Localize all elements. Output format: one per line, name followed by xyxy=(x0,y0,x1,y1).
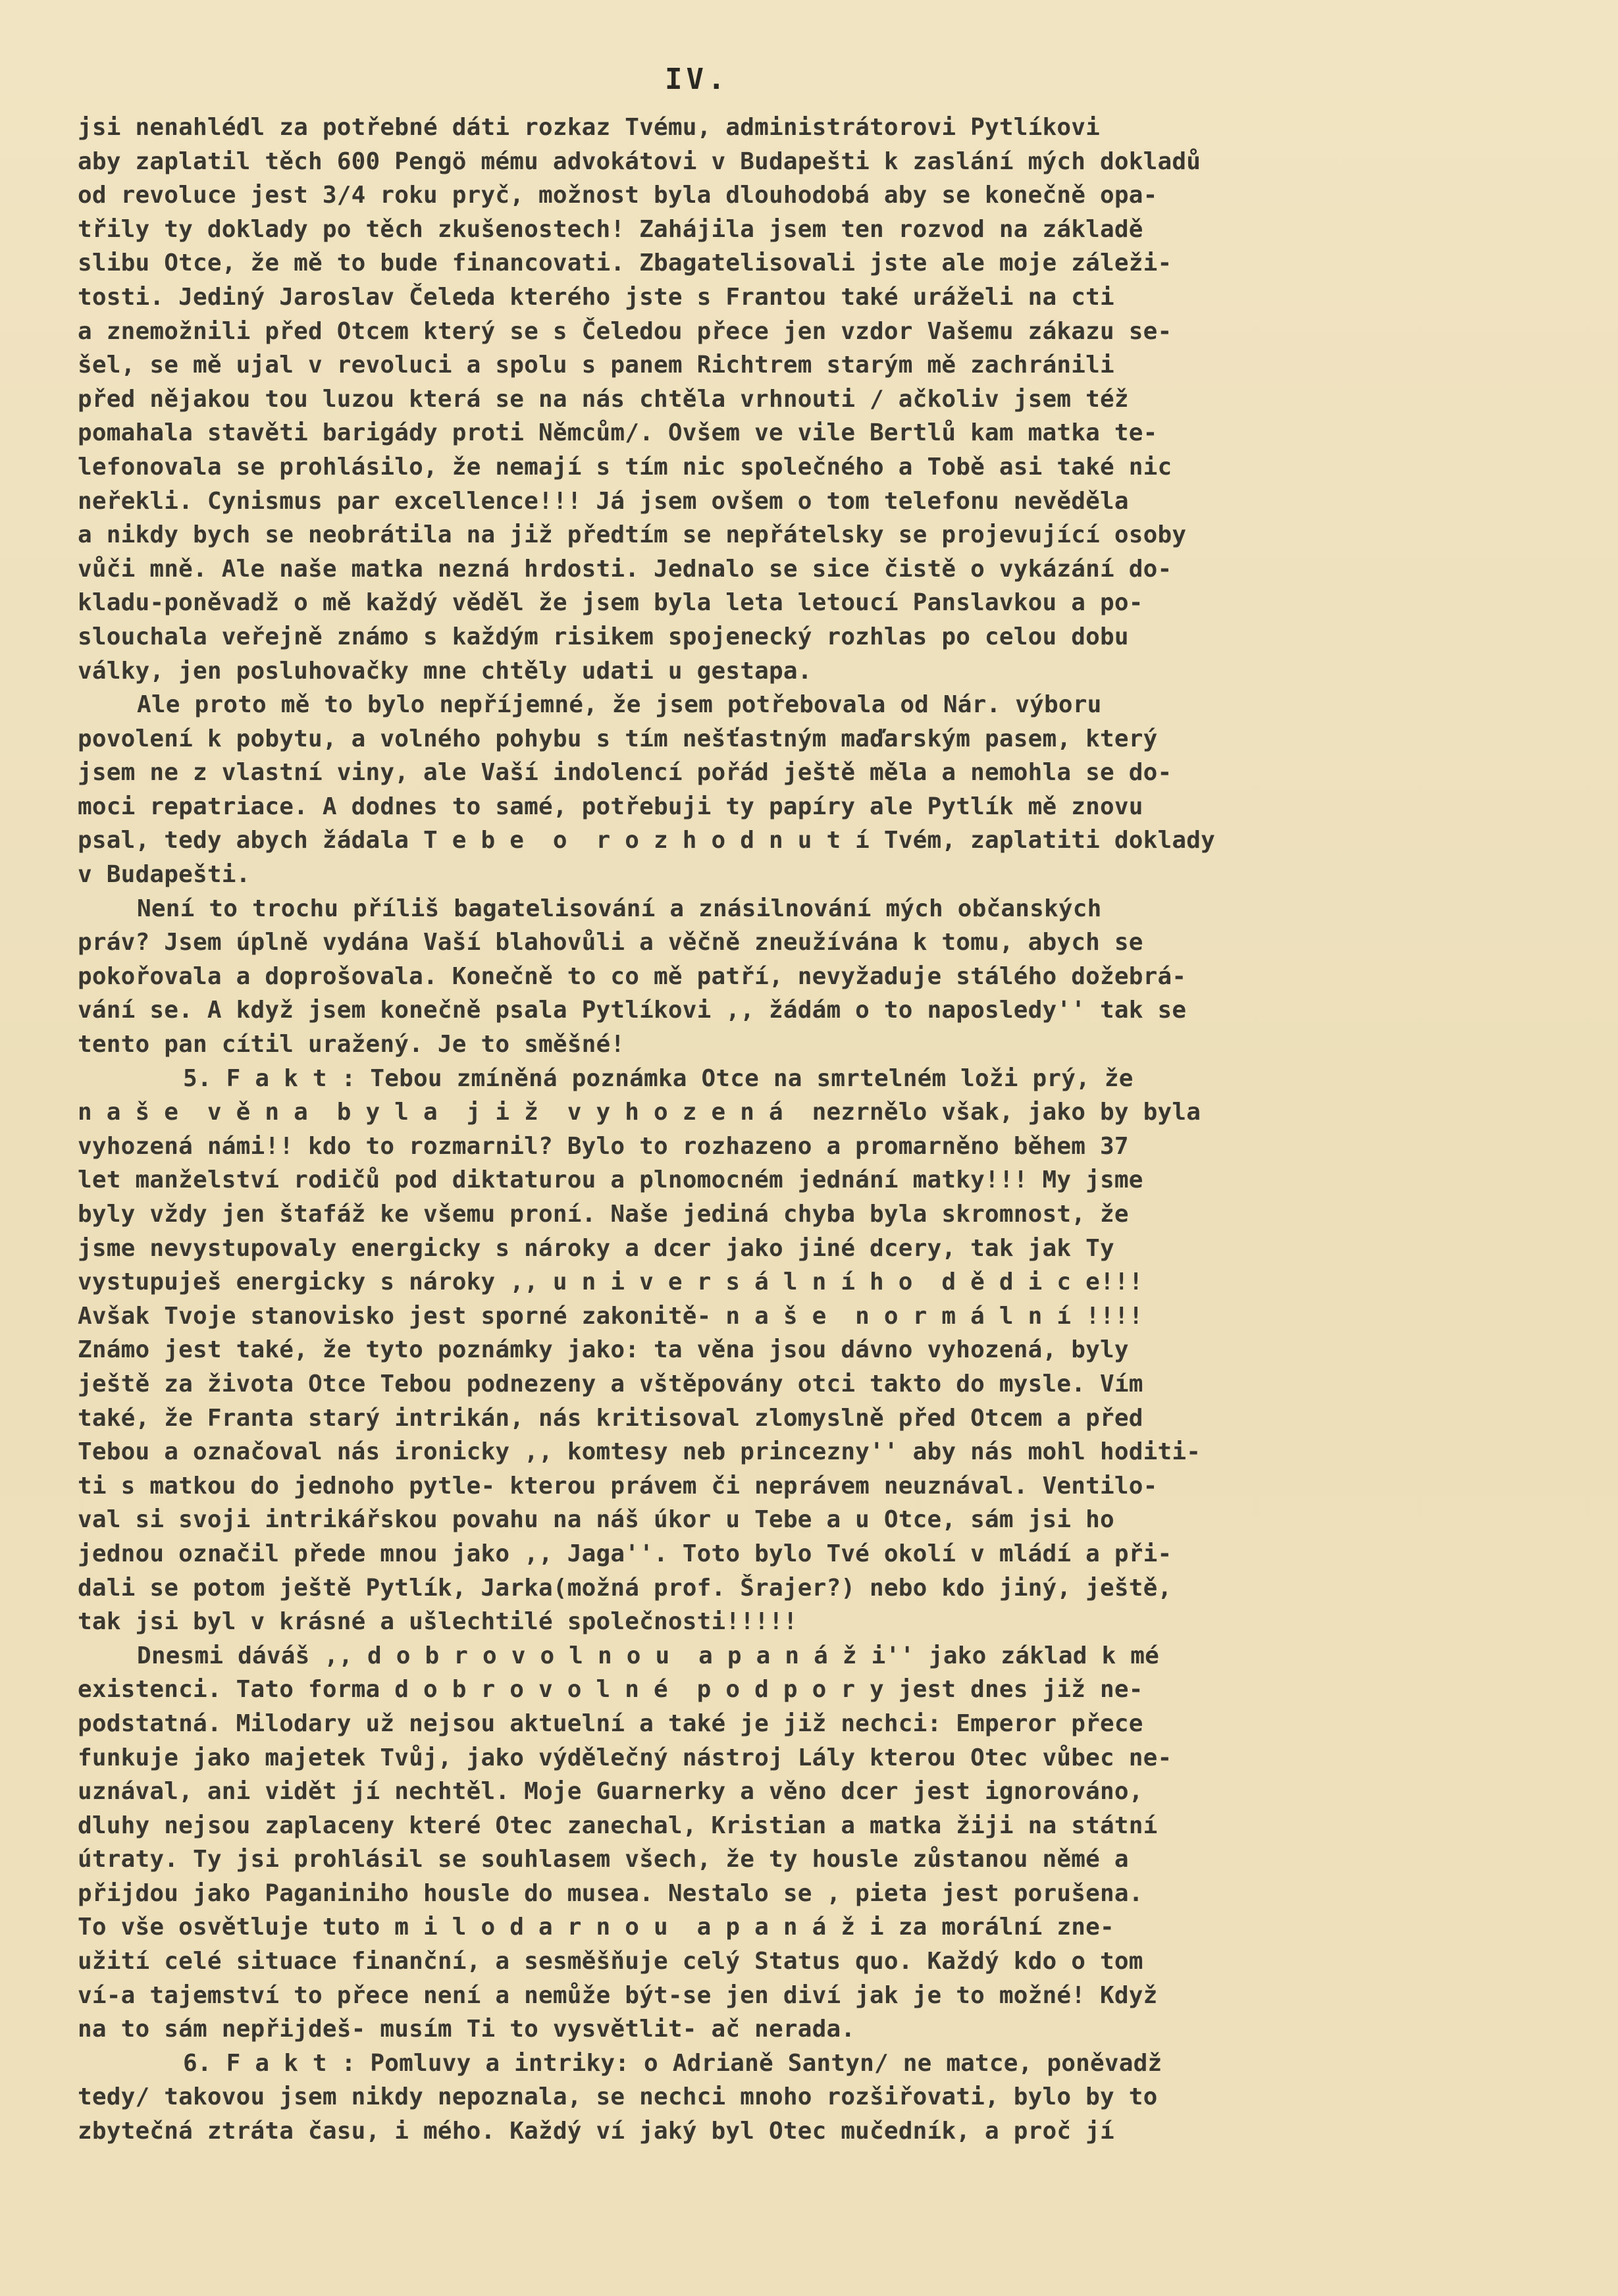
text-line: dali se potom ještě Pytlík, Jarka(možná prof. Šrajer?) nebo kdo jiný, ještě, xyxy=(78,1574,1172,1602)
text-line: podstatná. Milodary už nejsou aktuelní a také je již nechci: Emperor přece xyxy=(78,1709,1143,1737)
text-line: Avšak Tvoje stanovisko jest sporné zakonitě- n a š e n o r m á l n í !!!! xyxy=(78,1302,1143,1330)
text-line: funkuje jako majetek Tvůj, jako výdělečný nástroj Lály kterou Otec vůbec ne- xyxy=(78,1744,1172,1771)
text-line: povolení k pobytu, a volného pohybu s tím nešťastným maďarským pasem, který xyxy=(78,725,1158,752)
text-line: tak jsi byl v krásné a ušlechtilé společnosti!!!!! xyxy=(78,1608,798,1636)
text-line: také, že Franta starý intrikán, nás kritisoval zlomyslně před Otcem a před xyxy=(78,1404,1143,1432)
text-line: vání se. A když jsem konečně psala Pytlíkovi ,, žádám o to naposledy'' tak se xyxy=(78,997,1187,1024)
paragraph-start-line: 5. F a k t : Tebou zmíněná poznámka Otce na smrtelném loži prý, že xyxy=(183,1064,1134,1092)
text-line: To vše osvětluje tuto m i l o d a r n o u a p a n á ž i za morální zne- xyxy=(78,1914,1114,1941)
text-line: slouchala veřejně známo s každým risikem spojenecký rozhlas po celou dobu xyxy=(78,623,1129,650)
text-line: práv? Jsem úplně vydána Vaší blahovůli a věčně zneužívána k tomu, abych se xyxy=(78,929,1143,956)
text-line: neřekli. Cynismus par excellence!!! Já jsem ovšem o tom telefonu nevěděla xyxy=(78,487,1129,515)
text-line: v Budapešti. xyxy=(78,861,251,889)
text-line: aby zaplatil těch 600 Pengö mému advokátovi v Budapešti k zaslání mých dokladů xyxy=(78,147,1201,175)
text-line: a znemožnili před Otcem který se s Čeledou přece jen vzdor Vašemu zákazu se- xyxy=(78,317,1172,345)
text-line: tosti. Jediný Jaroslav Čeleda kterého jste s Frantou také uráželi na cti xyxy=(78,283,1114,311)
text-line: jsem ne z vlastní viny, ale Vaší indolencí pořád ještě měla a nemohla se do- xyxy=(78,759,1172,787)
text-line: n a š e v ě n a b y l a j i ž v y h o z e n á nezrnělo však, jako by byla xyxy=(78,1099,1201,1126)
page-number: IV. xyxy=(665,63,729,96)
text-line: tedy/ takovou jsem nikdy nepoznala, se nechci mnoho rozšiřovati, bylo by to xyxy=(78,2083,1158,2111)
text-line: války, jen posluhovačky mne chtěly udati u gestapa. xyxy=(78,657,812,685)
text-line: užití celé situace finanční, a sesměšňuje celý Status quo. Každý kdo o tom xyxy=(78,1948,1143,1975)
letter-body xyxy=(78,111,1552,2149)
text-line: uznával, ani vidět jí nechtěl. Moje Guarnerky a věno dcer jest ignorováno, xyxy=(78,1778,1143,1806)
text-line: vůči mně. Ale naše matka nezná hrdosti. Jednalo se sice čistě o vykázání do- xyxy=(78,555,1172,583)
text-line: dluhy nejsou zaplaceny které Otec zanechal, Kristian a matka žiji na státní xyxy=(78,1812,1158,1839)
text-line: zbytečná ztráta času, i mého. Každý ví jaký byl Otec mučedník, a proč jí xyxy=(78,2118,1114,2145)
text-line: a nikdy bych se neobrátila na již předtím se nepřátelsky se projevující osoby xyxy=(78,521,1187,549)
paragraph-start-line: Není to trochu příliš bagatelisování a znásilnování mých občanských xyxy=(137,895,1102,922)
text-line: útraty. Ty jsi prohlásil se souhlasem všech, že ty housle zůstanou němé a xyxy=(78,1846,1129,1873)
text-line: lefonovala se prohlásilo, že nemají s tím nic společného a Tobě asi také nic xyxy=(78,453,1172,481)
text-line: vystupuješ energicky s nároky ,, u n i v e r s á l n í h o d ě d i c e!!! xyxy=(78,1268,1143,1296)
text-line: Známo jest také, že tyto poznámky jako: ta věna jsou dávno vyhozená, byly xyxy=(78,1336,1129,1364)
text-line: před nějakou tou luzou která se na nás chtěla vrhnouti / ačkoliv jsem též xyxy=(78,385,1129,413)
text-line: Tebou a označoval nás ironicky ,, komtesy neb princezny'' aby nás mohl hoditi- xyxy=(78,1438,1201,1466)
text-line: ještě za života Otce Tebou podnezeny a vštěpovány otci takto do mysle. Vím xyxy=(78,1370,1143,1397)
text-line: ví-a tajemství to přece není a nemůže být-se jen diví jak je to možné! Když xyxy=(78,1981,1158,2009)
text-line: byly vždy jen štafáž ke všemu proní. Naše jediná chyba byla skromnost, že xyxy=(78,1201,1129,1228)
text-line: pokořovala a doprošovala. Konečně to co mě patří, nevyžaduje stálého dožebrá- xyxy=(78,962,1187,990)
text-line: šel, se mě ujal v revoluci a spolu s panem Richtrem starým mě zachránili xyxy=(78,352,1114,379)
paragraph-start-line: Ale proto mě to bylo nepříjemné, že jsem potřebovala od Nár. výboru xyxy=(137,691,1102,719)
text-line: od revoluce jest 3/4 roku pryč, možnost byla dlouhodobá aby se konečně opa- xyxy=(78,182,1158,209)
text-line: třily ty doklady po těch zkušenostech! Zahájila jsem ten rozvod na základě xyxy=(78,215,1143,243)
text-line: val si svoji intrikářskou povahu na náš úkor u Tebe a u Otce, sám jsi ho xyxy=(78,1506,1114,1534)
text-line: moci repatriace. A dodnes to samé, potřebuji ty papíry ale Pytlík mě znovu xyxy=(78,793,1143,820)
text-line: jsi nenahlédl za potřebné dáti rozkaz Tvému, administrátorovi Pytlíkovi xyxy=(78,114,1101,141)
paragraph-start-line: Dnesmi dáváš ,, d o b r o v o l n o u a p a n á ž i'' jako základ k mé xyxy=(137,1642,1160,1669)
paragraph-start-line: 6. F a k t : Pomluvy a intriky: o Adrianě Santyn/ ne matce, poněvadž xyxy=(183,2049,1162,2077)
text-line: existenci. Tato forma d o b r o v o l n é p o d p o r y jest dnes již ne- xyxy=(78,1676,1143,1704)
text-line: ti s matkou do jednoho pytle- kterou právem či neprávem neuznával. Ventilo- xyxy=(78,1472,1158,1500)
text-line: kladu-poněvadž o mě každý věděl že jsem byla leta letoucí Panslavkou a po- xyxy=(78,589,1143,617)
text-line: přijdou jako Paganiniho housle do musea. Nestalo se , pieta jest porušena. xyxy=(78,1879,1143,1907)
text-line: slibu Otce, že mě to bude financovati. Zbagatelisovali jste ale moje záleži- xyxy=(78,249,1172,277)
text-line: let manželství rodičů pod diktaturou a plnomocném jednání matky!!! My jsme xyxy=(78,1166,1143,1194)
text-line: tento pan cítil uražený. Je to směšné! xyxy=(78,1031,625,1058)
text-line: vyhozená námi!! kdo to rozmarnil? Bylo to rozhazeno a promarněno během 37 xyxy=(78,1132,1129,1160)
text-line: na to sám nepřijdeš- musím Ti to vysvětlit- ač nerada. xyxy=(78,2016,856,2043)
text-line: jsme nevystupovaly energicky s nároky a dcer jako jiné dcery, tak jak Ty xyxy=(78,1234,1114,1262)
text-line: psal, tedy abych žádala T e b e o r o z h o d n u t í Tvém, zaplatiti doklady xyxy=(78,827,1216,854)
text-line: jednou označil přede mnou jako ,, Jaga''. Toto bylo Tvé okolí v mládí a při- xyxy=(78,1540,1172,1567)
text-line: pomahala stavěti barigády proti Němcům/. Ovšem ve vile Bertlů kam matka te- xyxy=(78,419,1158,447)
